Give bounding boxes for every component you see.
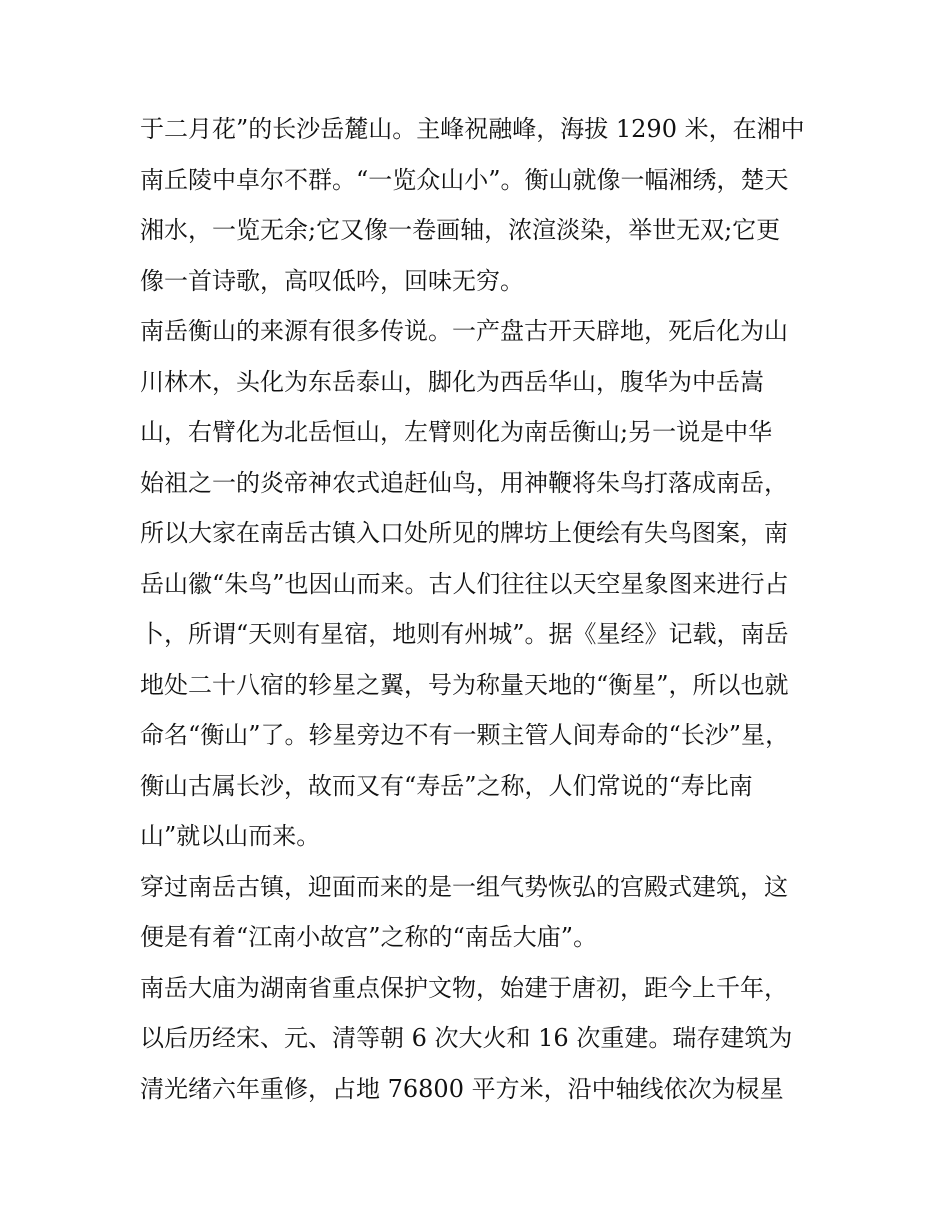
text-line: 于二月花”的长沙岳麓山。主峰祝融峰，海拔 1290 米，在湘中 [140, 115, 805, 143]
text-line: 山，右臂化为北岳恒山，左臂则化为南岳衡山;另一说是中华 [140, 418, 773, 446]
text-line: 便是有着“江南小故宫”之称的“南岳大庙”。 [140, 923, 598, 951]
text-line: 清光绪六年重修，占地 76800 平方米，沿中轴线依次为棂星 [140, 1074, 784, 1103]
text-line: 地处二十八宿的轸星之翼，号为称量天地的“衡星”，所以也就 [140, 670, 789, 699]
text-line: 始祖之一的炎帝神农式追赶仙鸟，用神鞭将朱鸟打落成南岳， [140, 468, 788, 497]
text-line: 所以大家在南岳古镇入口处所见的牌坊上便绘有失鸟图案，南 [140, 519, 788, 547]
text-line: 穿过南岳古镇，迎面而来的是一组气势恢弘的宫殿式建筑，这 [140, 872, 788, 901]
text-line: 川林木，头化为东岳泰山，脚化为西岳华山，腹华为中岳嵩 [140, 367, 764, 396]
paragraph-nanyue-temple [140, 963, 812, 1115]
text-line: 衡山古属长沙，故而又有“寿岳”之称，人们常说的“寿比南 [140, 771, 753, 800]
text-line: 以后历经宋、元、清等朝 6 次大火和 16 次重建。瑞存建筑为 [140, 1024, 793, 1052]
text-line: 岳山徽“朱鸟”也因山而来。古人们往往以天空星象图来进行占 [140, 569, 789, 598]
paragraph-hengshan-landscape [140, 104, 812, 306]
text-line: 命名“衡山”了。轸星旁边不有一颗主管人间寿命的“长沙”星， [140, 721, 790, 749]
text-line: 湘水，一览无余;它又像一卷画轴，浓渲淡染，举世无双;它更 [140, 216, 781, 244]
text-line: 山”就以山而来。 [140, 822, 321, 850]
text-line: 像一首诗歌，高叹低吟，回味无穷。 [140, 266, 524, 295]
document-body [140, 104, 812, 1114]
paragraph-ancient-town [140, 862, 812, 963]
text-line: 南岳衡山的来源有很多传说。一产盘古开天辟地，死后化为山 [140, 317, 788, 345]
text-line: 南丘陵中卓尔不群。“一览众山小”。衡山就像一幅湘绣，楚天 [140, 165, 789, 194]
paragraph-hengshan-legends [140, 306, 812, 862]
text-line: 卜，所谓“天则有星宿，地则有州城”。据《星经》记载，南岳 [140, 620, 789, 648]
text-line: 南岳大庙为湖南省重点保护文物，始建于唐初，距今上千年， [140, 973, 788, 1002]
